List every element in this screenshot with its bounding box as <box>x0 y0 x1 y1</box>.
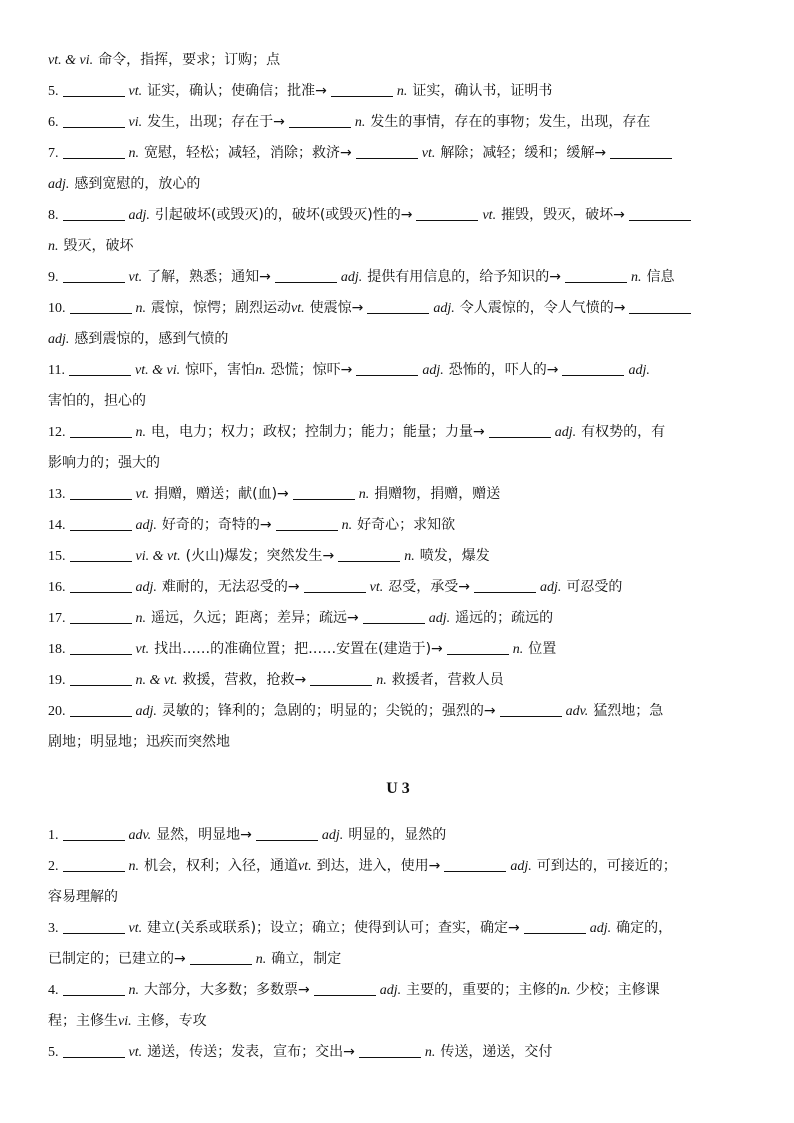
answer-blank[interactable] <box>474 577 536 593</box>
item-number: 5. <box>48 84 59 99</box>
part-of-speech: adj. <box>135 704 157 719</box>
part-of-speech: n. <box>128 983 139 998</box>
part-of-speech: adj. <box>510 859 532 874</box>
part-of-speech: adj. <box>135 580 157 595</box>
definition-text: 主修，专攻 <box>136 1013 207 1029</box>
definition-text: 建立(关系或联系)；设立；确立；使得到认可；查实，确定→ <box>147 920 520 936</box>
item-number: 19. <box>48 673 66 688</box>
part-of-speech: n. <box>424 1045 436 1060</box>
answer-blank[interactable] <box>338 546 400 562</box>
definition-text: 喷发，爆发 <box>419 548 490 564</box>
part-of-speech: adj. <box>554 425 577 440</box>
definition-text: 好奇心；求知欲 <box>357 517 456 533</box>
item-number: 10. <box>48 301 66 316</box>
definition-text: 宽慰，轻松；减轻，消除；救济→ <box>144 145 352 161</box>
answer-blank[interactable] <box>70 577 132 593</box>
item-number: 7. <box>48 146 59 161</box>
definition-text: 剧地；明显地；迅疾而突然地 <box>48 734 230 750</box>
definition-text: 捐赠，赠送；献(血)→ <box>154 486 289 502</box>
item-number: 12. <box>48 425 66 440</box>
answer-blank[interactable] <box>562 360 624 376</box>
vocab-line <box>48 262 748 293</box>
vocab-line <box>48 293 748 324</box>
vocab-line <box>48 324 748 355</box>
definition-text: 难耐的，无法忍受的→ <box>161 579 300 595</box>
part-of-speech: adj. <box>422 363 444 378</box>
item-number: 8. <box>48 208 59 223</box>
vocab-line <box>48 913 748 944</box>
part-of-speech: n. <box>135 611 146 626</box>
vocab-line <box>48 448 748 479</box>
answer-blank[interactable] <box>444 856 506 872</box>
item-number: 14. <box>48 518 66 533</box>
answer-blank[interactable] <box>367 298 429 314</box>
answer-blank[interactable] <box>289 112 351 128</box>
part-of-speech: n. <box>560 983 571 998</box>
vocab-line <box>48 851 748 882</box>
part-of-speech: vt. <box>128 84 143 99</box>
answer-blank[interactable] <box>500 701 562 717</box>
part-of-speech: adj. <box>321 828 344 843</box>
answer-blank[interactable] <box>256 825 318 841</box>
answer-blank[interactable] <box>314 980 376 996</box>
vocab-line <box>48 696 748 727</box>
part-of-speech: adj. <box>628 363 650 378</box>
answer-blank[interactable] <box>276 515 338 531</box>
answer-blank[interactable] <box>63 825 125 841</box>
definition-text: 救援，营救，抢救→ <box>182 672 307 688</box>
part-of-speech: n. <box>128 146 139 161</box>
vocab-line <box>48 200 748 231</box>
part-of-speech: n. & vt. <box>135 673 178 688</box>
vocab-line <box>48 975 748 1006</box>
definition-text: 找出……的准确位置；把……安置在(建造于)→ <box>154 641 443 657</box>
answer-blank[interactable] <box>70 298 132 314</box>
vocab-line <box>48 386 748 417</box>
answer-blank[interactable] <box>190 949 252 965</box>
item-number: 16. <box>48 580 66 595</box>
part-of-speech: adj. <box>589 921 612 936</box>
definition-text: 主要的，重要的；主修的 <box>406 982 561 998</box>
definition-text: 了解，熟悉；通知→ <box>147 269 271 285</box>
definition-text: 害怕的，担心的 <box>48 393 146 409</box>
part-of-speech: vt. <box>369 580 384 595</box>
answer-blank[interactable] <box>275 267 337 283</box>
vocab-line <box>48 541 748 572</box>
definition-text: 感到震惊的，感到气愤的 <box>74 331 229 347</box>
definition-text: 遥远的；疏远的 <box>455 610 554 626</box>
unit-heading: U 3 <box>386 780 410 797</box>
definition-text: 令人震惊的，令人气愤的→ <box>459 300 626 316</box>
definition-text: 惊吓，害怕 <box>185 362 256 378</box>
answer-blank[interactable] <box>70 670 132 686</box>
definition-text: 恐慌；惊吓→ <box>270 362 353 378</box>
item-number: 5. <box>48 1045 59 1060</box>
part-of-speech: vt. <box>128 270 143 285</box>
part-of-speech: n. <box>255 952 267 967</box>
vocab-line <box>48 417 748 448</box>
answer-blank[interactable] <box>524 918 586 934</box>
worksheet-page <box>48 45 748 1068</box>
definition-text: 捐赠物，捐赠，赠送 <box>374 486 501 502</box>
answer-blank[interactable] <box>310 670 372 686</box>
answer-blank[interactable] <box>63 267 125 283</box>
definition-text: 摧毁，毁灭，破坏→ <box>501 207 625 223</box>
definition-text: 信息 <box>646 269 675 285</box>
item-number: 3. <box>48 921 59 936</box>
definition-text: 传送，递送，交付 <box>440 1044 553 1060</box>
part-of-speech: n. <box>354 115 366 130</box>
item-number: 13. <box>48 487 66 502</box>
part-of-speech: vt. <box>135 642 150 657</box>
answer-blank[interactable] <box>629 205 691 221</box>
part-of-speech: n. <box>404 549 415 564</box>
item-number: 17. <box>48 611 66 626</box>
definition-text: 显然，明显地→ <box>156 827 252 843</box>
definition-text: 灵敏的；锋利的；急剧的；明显的；尖锐的；强烈的→ <box>161 703 496 719</box>
vocab-line <box>48 169 748 200</box>
definition-text: 少校；主修课 <box>575 982 660 998</box>
definition-text: 位置 <box>528 641 557 657</box>
definition-text: 引起破坏(或毁灭)的，破坏(或毁灭)性的→ <box>154 207 413 223</box>
definition-text: 电，电力；权力；政权；控制力；能力；能量；力量→ <box>151 424 485 440</box>
part-of-speech: vi. <box>128 115 143 130</box>
definition-text: 提供有用信息的，给予知识的→ <box>367 269 561 285</box>
definition-text: 有权势的，有 <box>581 424 666 440</box>
vocab-line <box>48 944 748 975</box>
definition-text: 震惊，惊愕；剧烈运动 <box>151 300 291 316</box>
item-number: 6. <box>48 115 59 130</box>
part-of-speech: adj. <box>539 580 562 595</box>
definition-text: 确定的， <box>616 920 673 936</box>
part-of-speech: n. <box>341 518 353 533</box>
answer-blank[interactable] <box>363 608 425 624</box>
item-number: 2. <box>48 859 59 874</box>
item-number: 1. <box>48 828 59 843</box>
part-of-speech: vt. & vi. <box>134 363 181 378</box>
answer-blank[interactable] <box>63 918 125 934</box>
part-of-speech: n. <box>358 487 370 502</box>
part-of-speech: adv. <box>565 704 589 719</box>
definition-text: 递送，传送；发表，宣布；交出→ <box>147 1044 355 1060</box>
item-number: 18. <box>48 642 66 657</box>
item-number: 15. <box>48 549 66 564</box>
vocab-line <box>48 665 748 696</box>
definition-text: 猛烈地；急 <box>593 703 664 719</box>
part-of-speech: adj. <box>48 177 70 192</box>
answer-blank[interactable] <box>69 360 131 376</box>
answer-blank[interactable] <box>565 267 627 283</box>
answer-blank[interactable] <box>63 112 125 128</box>
vocab-line <box>48 355 748 386</box>
definition-text: 证实，确认；使确信；批准→ <box>147 83 327 99</box>
definition-text: (火山)爆发；突然发生→ <box>185 548 335 564</box>
part-of-speech: n. <box>135 301 146 316</box>
definition-text: 救援者，营救人员 <box>391 672 504 688</box>
definition-text: 机会，权利；入径，通道 <box>144 858 298 874</box>
item-number: 20. <box>48 704 66 719</box>
definition-text: 影响力的；强大的 <box>48 455 160 471</box>
answer-blank[interactable] <box>63 205 125 221</box>
answer-blank[interactable] <box>610 143 672 159</box>
vocab-line <box>48 1006 748 1037</box>
item-number: 11. <box>48 363 65 378</box>
vocab-line <box>48 634 748 665</box>
definition-text: 毁灭，破坏 <box>63 238 134 254</box>
vocab-line <box>48 1037 748 1068</box>
answer-blank[interactable] <box>70 484 132 500</box>
answer-blank[interactable] <box>629 298 691 314</box>
part-of-speech: n. <box>376 673 387 688</box>
definition-text: 到达，进入，使用→ <box>316 858 441 874</box>
answer-blank[interactable] <box>70 608 132 624</box>
definition-text: 已制定的；已建立的→ <box>48 951 186 967</box>
answer-blank[interactable] <box>63 856 125 872</box>
vocab-line <box>48 603 748 634</box>
part-of-speech: n. <box>128 859 139 874</box>
answer-blank[interactable] <box>447 639 509 655</box>
answer-blank[interactable] <box>63 81 125 97</box>
definition-text: 好奇的；奇特的→ <box>161 517 272 533</box>
item-number: 4. <box>48 983 59 998</box>
item-number: 9. <box>48 270 59 285</box>
definition-text: 忍受，承受→ <box>388 579 470 595</box>
answer-blank[interactable] <box>63 1042 125 1058</box>
definition-text: 遥远，久远；距离；差异；疏远→ <box>151 610 359 626</box>
part-of-speech: n. <box>512 642 524 657</box>
vocab-line <box>48 138 748 169</box>
definition-text: 发生的事情，存在的事物；发生，出现，存在 <box>370 114 651 130</box>
part-of-speech: adj. <box>433 301 455 316</box>
answer-blank[interactable] <box>489 422 551 438</box>
part-of-speech: vt. & vi. <box>48 53 94 68</box>
answer-blank[interactable] <box>356 360 418 376</box>
vocab-line <box>48 572 748 603</box>
part-of-speech: n. <box>48 239 59 254</box>
definition-text: 发生，出现；存在于→ <box>147 114 285 130</box>
part-of-speech: adv. <box>128 828 152 843</box>
definition-text: 证实，确认书，证明书 <box>412 83 553 99</box>
part-of-speech: vt. <box>128 921 143 936</box>
part-of-speech: adj. <box>379 983 402 998</box>
answer-blank[interactable] <box>359 1042 421 1058</box>
part-of-speech: n. <box>255 363 266 378</box>
definition-text: 恐怖的，吓人的→ <box>448 362 559 378</box>
part-of-speech: adj. <box>48 332 70 347</box>
part-of-speech: vt. <box>135 487 150 502</box>
definition-text: 大部分，大多数；多数票→ <box>144 982 310 998</box>
part-of-speech: adj. <box>135 518 157 533</box>
part-of-speech: vt. <box>421 146 436 161</box>
part-of-speech: vi. & vt. <box>135 549 181 564</box>
vocab-line <box>48 727 748 758</box>
part-of-speech: adj. <box>340 270 363 285</box>
vocab-line <box>48 510 748 541</box>
answer-blank[interactable] <box>70 546 132 562</box>
vocab-line <box>48 882 748 913</box>
definition-text: 解除；减轻；缓和；缓解→ <box>440 145 607 161</box>
definition-text: 确立，制定 <box>271 951 342 967</box>
answer-blank[interactable] <box>70 701 132 717</box>
definition-text: 容易理解的 <box>48 889 118 905</box>
vocab-line <box>48 45 748 76</box>
answer-blank[interactable] <box>331 81 393 97</box>
part-of-speech: adj. <box>428 611 451 626</box>
vocab-line <box>48 231 748 262</box>
definition-text: 命令，指挥，要求；订购；点 <box>98 52 281 68</box>
vocab-line <box>48 479 748 510</box>
answer-blank[interactable] <box>416 205 478 221</box>
answer-blank[interactable] <box>70 422 132 438</box>
vocab-line <box>48 76 748 107</box>
answer-blank[interactable] <box>356 143 418 159</box>
part-of-speech: vi. <box>118 1014 132 1029</box>
part-of-speech: n. <box>135 425 146 440</box>
answer-blank[interactable] <box>70 639 132 655</box>
answer-blank[interactable] <box>70 515 132 531</box>
answer-blank[interactable] <box>63 143 125 159</box>
definition-text: 可忍受的 <box>566 579 623 595</box>
part-of-speech: n. <box>396 84 408 99</box>
part-of-speech: vt. <box>482 208 497 223</box>
part-of-speech: vt. <box>298 859 312 874</box>
definition-text: 程；主修生 <box>48 1013 118 1029</box>
part-of-speech: vt. <box>128 1045 143 1060</box>
answer-blank[interactable] <box>63 980 125 996</box>
vocab-line <box>48 820 748 851</box>
part-of-speech: n. <box>630 270 642 285</box>
definition-text: 可到达的，可接近的； <box>536 858 677 874</box>
definition-text: 使震惊→ <box>309 300 364 316</box>
answer-blank[interactable] <box>293 484 355 500</box>
answer-blank[interactable] <box>304 577 366 593</box>
vocab-line <box>48 107 748 138</box>
part-of-speech: vt. <box>291 301 305 316</box>
definition-text: 感到宽慰的，放心的 <box>74 176 201 192</box>
part-of-speech: adj. <box>128 208 150 223</box>
definition-text: 明显的，显然的 <box>348 827 447 843</box>
